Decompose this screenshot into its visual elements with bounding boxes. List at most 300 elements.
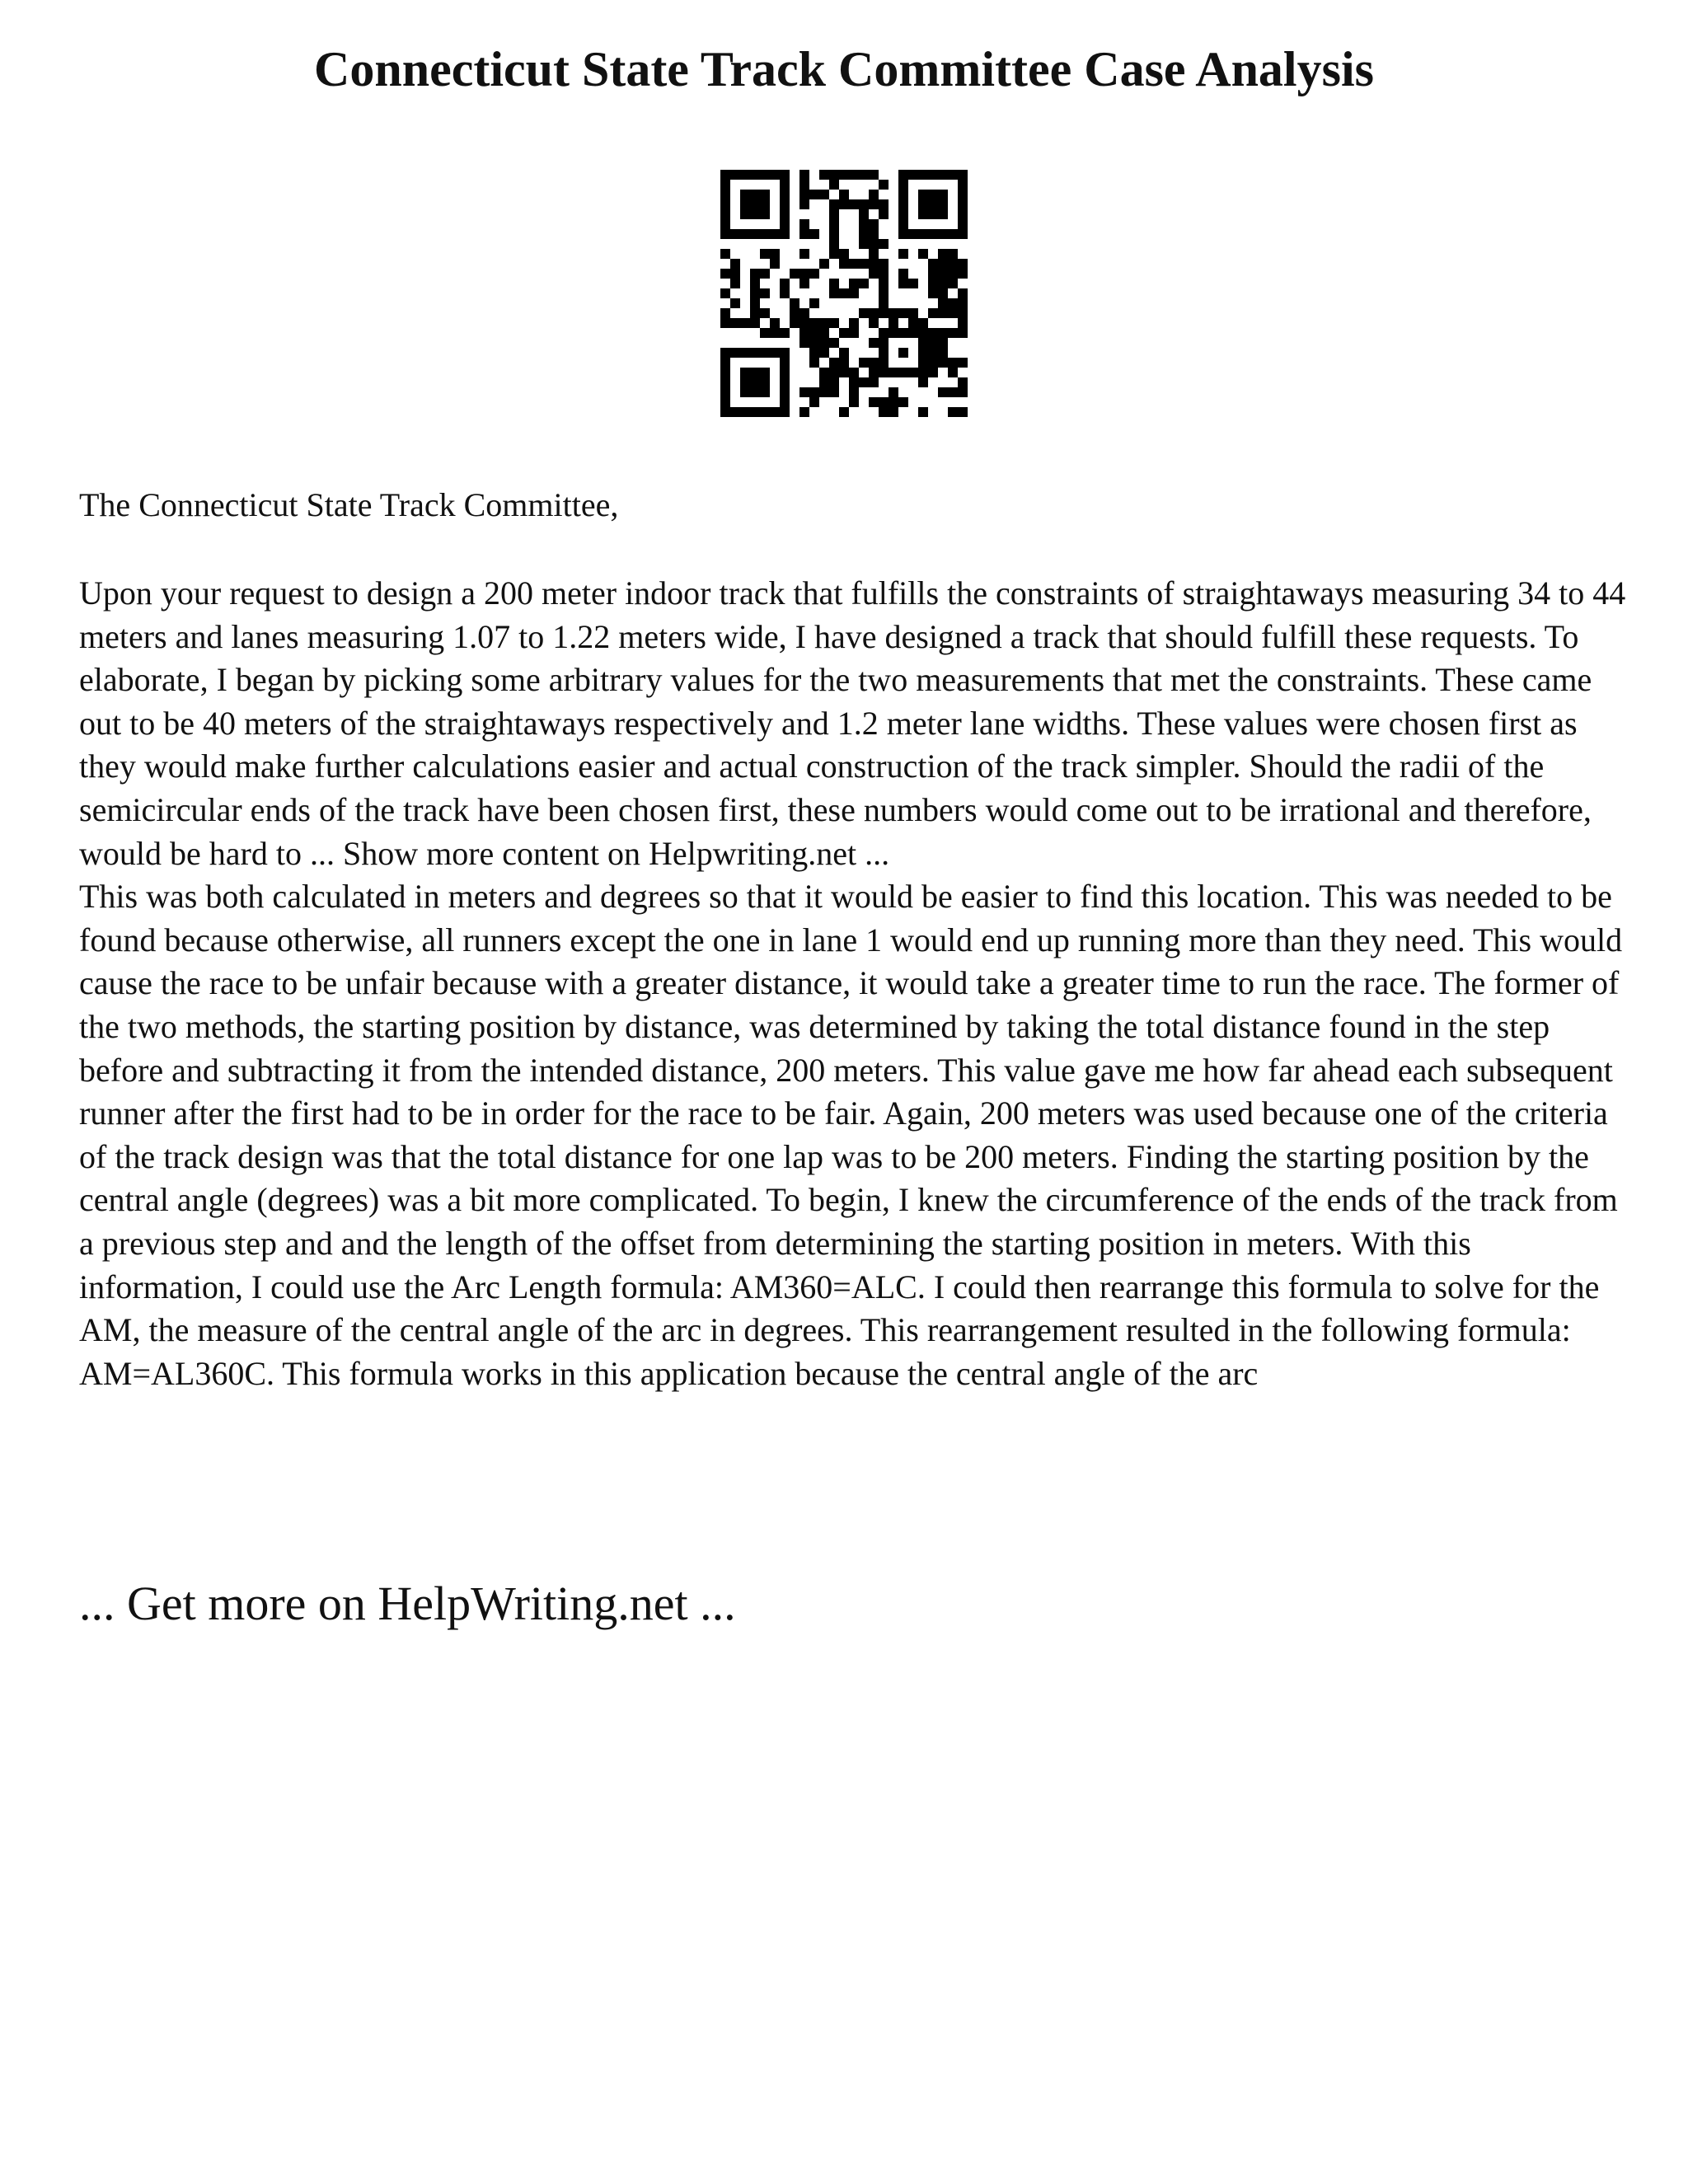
qr-module — [879, 239, 889, 249]
qr-module — [938, 249, 948, 259]
qr-module — [720, 407, 730, 417]
qr-module — [908, 279, 918, 288]
qr-module — [760, 407, 770, 417]
qr-module — [869, 377, 879, 387]
qr-module — [849, 170, 859, 180]
qr-module — [898, 190, 908, 199]
qr-module — [760, 328, 770, 338]
qr-module — [869, 318, 879, 328]
qr-module — [829, 170, 839, 180]
qr-module — [898, 249, 908, 259]
qr-module — [770, 170, 780, 180]
qr-code-icon — [720, 170, 968, 417]
qr-module — [829, 249, 839, 259]
qr-module — [780, 219, 790, 229]
qr-module — [849, 279, 859, 288]
qr-module — [869, 199, 879, 209]
qr-module — [869, 259, 879, 269]
qr-module — [928, 259, 938, 269]
qr-module — [760, 348, 770, 358]
qr-module — [780, 377, 790, 387]
qr-module — [879, 298, 889, 308]
qr-module — [938, 209, 948, 219]
qr-module — [799, 190, 809, 199]
qr-module — [819, 318, 829, 328]
qr-module — [898, 219, 908, 229]
get-more-link[interactable]: ... Get more on HelpWriting.net ... — [79, 1577, 736, 1630]
qr-module — [879, 259, 889, 269]
qr-module — [918, 318, 928, 328]
qr-module — [780, 209, 790, 219]
qr-module — [879, 209, 889, 219]
qr-module — [720, 318, 730, 328]
qr-module — [948, 387, 958, 397]
qr-module — [819, 387, 829, 397]
qr-module — [859, 308, 869, 318]
qr-module — [730, 407, 740, 417]
qr-module — [938, 358, 948, 368]
qr-module — [958, 219, 968, 229]
qr-module — [720, 269, 730, 279]
qr-module — [898, 269, 908, 279]
qr-module — [750, 407, 760, 417]
qr-module — [720, 288, 730, 298]
qr-module — [799, 219, 809, 229]
qr-module — [869, 229, 879, 239]
qr-module — [750, 279, 760, 288]
qr-module — [750, 269, 760, 279]
qr-module — [928, 199, 938, 209]
document-title: Connecticut State Track Committee Case Analysis — [314, 42, 1374, 96]
qr-module — [958, 180, 968, 190]
qr-module — [849, 259, 859, 269]
qr-module — [859, 209, 869, 219]
qr-module — [918, 209, 928, 219]
qr-module — [829, 209, 839, 219]
qr-module — [750, 190, 760, 199]
qr-module — [938, 259, 948, 269]
qr-module — [790, 308, 799, 318]
qr-module — [780, 180, 790, 190]
qr-module — [720, 348, 730, 358]
qr-module — [958, 199, 968, 209]
qr-module — [928, 269, 938, 279]
qr-module — [938, 308, 948, 318]
qr-module — [938, 288, 948, 298]
qr-module — [760, 269, 770, 279]
qr-module — [859, 279, 869, 288]
qr-module — [760, 199, 770, 209]
qr-module — [730, 170, 740, 180]
qr-module — [938, 328, 948, 338]
qr-module — [928, 209, 938, 219]
qr-module — [948, 328, 958, 338]
qr-module — [819, 190, 829, 199]
qr-module — [760, 229, 770, 239]
qr-module — [958, 209, 968, 219]
qr-module — [750, 209, 760, 219]
qr-module — [819, 170, 829, 180]
qr-module — [948, 170, 958, 180]
qr-module — [879, 348, 889, 358]
qr-module — [799, 269, 809, 279]
qr-module — [849, 368, 859, 377]
qr-module — [809, 397, 819, 407]
qr-module — [869, 239, 879, 249]
qr-module — [859, 170, 869, 180]
qr-module — [780, 170, 790, 180]
qr-module — [799, 387, 809, 397]
qr-module — [938, 199, 948, 209]
qr-module — [819, 348, 829, 358]
qr-module — [958, 170, 968, 180]
qr-module — [938, 170, 948, 180]
qr-module — [760, 308, 770, 318]
qr-module — [730, 229, 740, 239]
qr-module — [948, 279, 958, 288]
qr-module — [928, 338, 938, 348]
qr-module — [948, 229, 958, 239]
qr-module — [809, 348, 819, 358]
qr-module — [889, 308, 898, 318]
qr-module — [928, 328, 938, 338]
qr-module — [770, 318, 780, 328]
qr-module — [809, 229, 819, 239]
qr-module — [799, 249, 809, 259]
qr-module — [938, 348, 948, 358]
qr-module — [809, 358, 819, 368]
qr-module — [938, 190, 948, 199]
qr-module — [908, 229, 918, 239]
qr-module — [879, 279, 889, 288]
qr-module — [889, 328, 898, 338]
qr-module — [720, 180, 730, 190]
qr-module — [720, 387, 730, 397]
qr-module — [839, 348, 849, 358]
qr-module — [839, 407, 849, 417]
qr-module — [928, 368, 938, 377]
qr-module — [720, 219, 730, 229]
qr-module — [958, 288, 968, 298]
qr-module — [898, 308, 908, 318]
qr-module — [918, 407, 928, 417]
qr-module — [948, 308, 958, 318]
qr-code-graphic — [720, 170, 968, 417]
qr-module — [770, 407, 780, 417]
qr-module — [740, 209, 750, 219]
qr-module — [829, 318, 839, 328]
qr-module — [799, 229, 809, 239]
qr-module — [918, 368, 928, 377]
qr-module — [720, 170, 730, 180]
qr-module — [740, 190, 750, 199]
qr-module — [799, 318, 809, 328]
qr-module — [780, 368, 790, 377]
qr-module — [780, 348, 790, 358]
qr-module — [780, 229, 790, 239]
qr-module — [809, 298, 819, 308]
qr-module — [918, 199, 928, 209]
qr-module — [799, 308, 809, 318]
qr-module — [879, 358, 889, 368]
qr-module — [938, 229, 948, 239]
qr-module — [740, 377, 750, 387]
qr-module — [839, 249, 849, 259]
qr-module — [849, 397, 859, 407]
qr-module — [750, 229, 760, 239]
qr-module — [750, 288, 760, 298]
qr-module — [958, 377, 968, 387]
qr-module — [938, 338, 948, 348]
qr-module — [928, 229, 938, 239]
qr-module — [948, 259, 958, 269]
qr-module — [740, 199, 750, 209]
qr-module — [839, 288, 849, 298]
qr-module — [780, 288, 790, 298]
qr-module — [839, 170, 849, 180]
qr-module — [879, 407, 889, 417]
qr-module — [770, 229, 780, 239]
qr-module — [958, 387, 968, 397]
qr-module — [730, 259, 740, 269]
qr-module — [750, 318, 760, 328]
qr-module — [780, 358, 790, 368]
qr-module — [849, 387, 859, 397]
qr-module — [760, 377, 770, 387]
qr-module — [829, 279, 839, 288]
qr-module — [760, 209, 770, 219]
qr-module — [958, 298, 968, 308]
qr-module — [780, 199, 790, 209]
qr-module — [889, 318, 898, 328]
qr-module — [720, 249, 730, 259]
qr-module — [958, 407, 968, 417]
qr-module — [780, 397, 790, 407]
qr-module — [809, 190, 819, 199]
qr-module — [958, 190, 968, 199]
qr-module — [849, 377, 859, 387]
qr-module — [898, 348, 908, 358]
qr-module — [958, 328, 968, 338]
qr-module — [938, 269, 948, 279]
qr-module — [740, 318, 750, 328]
qr-module — [760, 288, 770, 298]
qr-module — [750, 308, 760, 318]
qr-module — [918, 338, 928, 348]
qr-module — [829, 368, 839, 377]
qr-module — [799, 279, 809, 288]
qr-module — [928, 308, 938, 318]
qr-module — [889, 407, 898, 417]
qr-module — [879, 288, 889, 298]
body-text — [79, 572, 1629, 1395]
qr-module — [958, 229, 968, 239]
qr-module — [770, 328, 780, 338]
qr-module — [829, 229, 839, 239]
qr-module — [918, 190, 928, 199]
qr-module — [740, 348, 750, 358]
qr-module — [730, 269, 740, 279]
qr-module — [938, 298, 948, 308]
qr-module — [760, 190, 770, 199]
qr-module — [918, 170, 928, 180]
qr-module — [720, 368, 730, 377]
qr-module — [819, 368, 829, 377]
qr-module — [869, 249, 879, 259]
qr-module — [819, 259, 829, 269]
qr-module — [829, 358, 839, 368]
qr-module — [730, 279, 740, 288]
qr-module — [908, 318, 918, 328]
qr-module — [730, 348, 740, 358]
qr-module — [898, 328, 908, 338]
qr-module — [958, 269, 968, 279]
qr-module — [750, 377, 760, 387]
qr-module — [849, 199, 859, 209]
qr-module — [958, 259, 968, 269]
qr-module — [730, 298, 740, 308]
qr-module — [908, 308, 918, 318]
qr-module — [750, 199, 760, 209]
qr-module — [809, 269, 819, 279]
qr-module — [770, 249, 780, 259]
qr-module — [918, 377, 928, 387]
qr-module — [859, 358, 869, 368]
qr-module — [790, 269, 799, 279]
qr-module — [740, 170, 750, 180]
qr-module — [799, 199, 809, 209]
qr-module — [740, 368, 750, 377]
qr-module — [780, 279, 790, 288]
qr-module — [859, 229, 869, 239]
qr-module — [859, 219, 869, 229]
qr-module — [869, 358, 879, 368]
qr-module — [839, 190, 849, 199]
qr-module — [720, 308, 730, 318]
qr-module — [869, 219, 879, 229]
qr-module — [898, 170, 908, 180]
qr-module — [799, 180, 809, 190]
body-paragraph-2: This was both calculated in meters and degrees so that it would be easier to find this location. This was needed to be found because otherwise, all runners except the one in lane 1 would end up running more than they need. This would cause the race to be unfair because with a greater distance, it would take a greater time to run the race. The former of the two methods, the starting position by distance, was determined by taking the total distance found in the step before and subtracting it from the intended distance, 200 meters. This value gave me how far ahead each subsequent runner after the first had to be in order for the race to be fair. Again, 200 meters was used because one of the criteria of the track design was that the total distance for one lap was to be 200 meters. Finding the starting position by the central angle (degrees) was a bit more complicated. To begin, I knew the circumference of the ends of the track from a previous step and and the length of the offset from determining the starting position in meters. With this information, I could use the Arc Length formula: AM360=ALC. I could then rearrange this formula to solve for the AM, the measure of the central angle of the arc in degrees. This rearrangement resulted in the following formula: AM=AL360C. This formula works in this application because the central angle of the arc — [79, 878, 1623, 1392]
qr-module — [720, 190, 730, 199]
qr-module — [839, 199, 849, 209]
qr-module — [958, 318, 968, 328]
qr-module — [918, 249, 928, 259]
qr-module — [869, 338, 879, 348]
qr-module — [829, 377, 839, 387]
qr-module — [928, 190, 938, 199]
body-paragraph-1: Upon your request to design a 200 meter indoor track that fulfills the constraints of straightaways measuring 34 to 44 meters and lanes measuring 1.07 to 1.22 meters wide, I have designed a track that should fulfill these requests. To elaborate, I began by picking some arbitrary values for the two measurements that met the constraints. These came out to be 40 meters of the straightaways respectively and 1.2 meter lane widths. These values were chosen first as they would make further calculations easier and actual construction of the track simpler. Should the radii of the semicircular ends of the track have been chosen first, these numbers would come out to be irrational and therefore, would be hard to ... Show more content on Helpwriting.net ... — [79, 574, 1626, 872]
qr-module — [908, 170, 918, 180]
qr-module — [849, 328, 859, 338]
qr-module — [938, 279, 948, 288]
qr-module — [740, 229, 750, 239]
greeting-line: The Connecticut State Track Committee, — [79, 486, 619, 523]
qr-module — [898, 199, 908, 209]
qr-module — [750, 387, 760, 397]
qr-module — [879, 368, 889, 377]
qr-module — [750, 368, 760, 377]
qr-module — [869, 269, 879, 279]
qr-module — [898, 180, 908, 190]
qr-module — [730, 318, 740, 328]
qr-module — [809, 328, 819, 338]
qr-module — [889, 368, 898, 377]
qr-module — [829, 288, 839, 298]
qr-module — [869, 170, 879, 180]
qr-module — [849, 288, 859, 298]
qr-module — [740, 387, 750, 397]
qr-module — [720, 209, 730, 219]
qr-module — [908, 328, 918, 338]
qr-module — [790, 318, 799, 328]
qr-module — [869, 308, 879, 318]
qr-module — [948, 249, 958, 259]
qr-module — [799, 328, 809, 338]
qr-module — [869, 368, 879, 377]
qr-module — [760, 249, 770, 259]
qr-module — [839, 259, 849, 269]
qr-module — [780, 190, 790, 199]
qr-module — [879, 199, 889, 209]
qr-module — [879, 269, 889, 279]
qr-module — [750, 170, 760, 180]
qr-module — [928, 348, 938, 358]
qr-module — [918, 328, 928, 338]
qr-module — [720, 229, 730, 239]
qr-module — [859, 239, 869, 249]
qr-module — [819, 377, 829, 387]
qr-module — [839, 328, 849, 338]
qr-module — [819, 328, 829, 338]
qr-module — [829, 338, 839, 348]
qr-module — [799, 407, 809, 417]
qr-module — [760, 387, 770, 397]
qr-module — [948, 298, 958, 308]
qr-module — [859, 199, 869, 209]
qr-module — [928, 358, 938, 368]
qr-module — [829, 180, 839, 190]
qr-module — [809, 387, 819, 397]
qr-module — [780, 387, 790, 397]
qr-module — [819, 338, 829, 348]
qr-module — [879, 328, 889, 338]
qr-module — [898, 368, 908, 377]
qr-module — [780, 328, 790, 338]
qr-module — [958, 308, 968, 318]
qr-module — [790, 298, 799, 308]
qr-module — [809, 338, 819, 348]
qr-module — [829, 199, 839, 209]
qr-module — [918, 358, 928, 368]
qr-module — [720, 358, 730, 368]
qr-module — [849, 318, 859, 328]
qr-module — [859, 259, 869, 269]
qr-module — [829, 219, 839, 229]
qr-module — [948, 269, 958, 279]
qr-module — [799, 338, 809, 348]
qr-module — [928, 288, 938, 298]
qr-module — [898, 279, 908, 288]
qr-module — [869, 397, 879, 407]
qr-module — [948, 407, 958, 417]
qr-module — [720, 397, 730, 407]
qr-module — [760, 170, 770, 180]
qr-module — [879, 308, 889, 318]
qr-module — [879, 180, 889, 190]
qr-module — [879, 338, 889, 348]
qr-module — [740, 407, 750, 417]
